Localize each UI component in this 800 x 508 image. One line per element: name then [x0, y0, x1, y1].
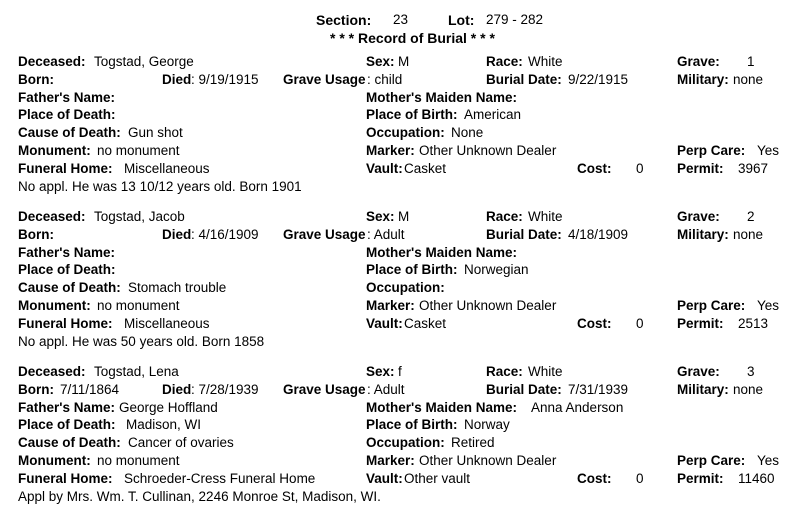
permit-label: Permit:	[677, 160, 724, 176]
race-label: Race:	[486, 364, 523, 379]
race-value: White	[528, 364, 563, 379]
perp-care-value: Yes	[757, 453, 780, 468]
burial-date-value: 9/22/1915	[568, 71, 629, 87]
fathers-name-label: Father's Name:	[18, 399, 115, 415]
marker-value: Other Unknown Dealer	[419, 453, 557, 468]
marker-label: Marker:	[366, 298, 415, 313]
burial-date-label: Burial Date:	[486, 381, 562, 397]
vault-value: Casket	[404, 315, 447, 331]
grave-usage-value: : child	[367, 71, 403, 87]
monument-value: no monument	[97, 453, 180, 468]
monument-value: no monument	[97, 298, 180, 313]
perp-care-value: Yes	[757, 298, 780, 313]
occupation-label: Occupation:	[366, 435, 445, 451]
funeral-home-value: Schroeder-Cress Funeral Home	[124, 470, 316, 486]
born-label: Born:	[18, 71, 54, 87]
burial-date-value: 4/18/1909	[568, 226, 629, 242]
mothers-maiden-name-label: Mother's Maiden Name:	[366, 244, 517, 260]
died-label: Died	[162, 226, 192, 242]
place-of-birth-label: Place of Birth:	[366, 417, 458, 433]
died-value: : 7/28/1939	[191, 381, 259, 397]
sex-label: Sex:	[366, 209, 395, 224]
place-of-death-label: Place of Death:	[18, 107, 116, 123]
place-of-birth-label: Place of Birth:	[366, 107, 458, 123]
record-note: Appl by Mrs. Wm. T. Cullinan, 2246 Monroe St, Madison, WI.	[18, 488, 381, 504]
permit-label: Permit:	[677, 315, 724, 331]
military-label: Military:	[677, 226, 729, 242]
grave-usage-label: Grave Usage	[283, 381, 366, 397]
vault-label: Vault:	[366, 470, 403, 486]
section-label: Section:	[316, 12, 372, 28]
perp-care-label: Perp Care:	[677, 298, 746, 313]
grave-value: 1	[747, 54, 755, 69]
lot-label: Lot:	[448, 12, 475, 28]
race-value: White	[528, 209, 563, 224]
occupation-value: Retired	[451, 435, 495, 451]
died-value: : 4/16/1909	[191, 226, 259, 242]
cost-value: 0	[636, 160, 644, 176]
record-note: No appl. He was 13 10/12 years old. Born 1901	[18, 178, 302, 194]
fathers-name-value: George Hoffland	[119, 399, 218, 415]
sex-value: M	[398, 54, 410, 69]
vault-label: Vault:	[366, 315, 403, 331]
section-value: 23	[393, 12, 409, 27]
died-label: Died	[162, 71, 192, 87]
burial-date-label: Burial Date:	[486, 71, 562, 87]
place-of-birth-value: American	[464, 107, 522, 123]
cost-label: Cost:	[577, 315, 612, 331]
marker-label: Marker:	[366, 453, 415, 468]
monument-label: Monument:	[18, 453, 91, 468]
grave-value: 2	[747, 209, 755, 224]
mothers-maiden-name-label: Mother's Maiden Name:	[366, 399, 517, 415]
marker-value: Other Unknown Dealer	[419, 143, 557, 158]
mothers-maiden-name-value: Anna Anderson	[531, 399, 624, 415]
cause-of-death-label: Cause of Death:	[18, 280, 121, 296]
occupation-label: Occupation:	[366, 125, 445, 141]
monument-label: Monument:	[18, 143, 91, 158]
burial-date-label: Burial Date:	[486, 226, 562, 242]
deceased-value: Togstad, George	[94, 54, 194, 69]
funeral-home-label: Funeral Home:	[18, 160, 113, 176]
vault-label: Vault:	[366, 160, 403, 176]
permit-label: Permit:	[677, 470, 724, 486]
sex-label: Sex:	[366, 364, 395, 379]
permit-value: 2513	[738, 315, 769, 331]
place-of-death-value: Madison, WI	[126, 417, 202, 433]
deceased-label: Deceased:	[18, 364, 86, 379]
race-value: White	[528, 54, 563, 69]
cost-label: Cost:	[577, 160, 612, 176]
cost-value: 0	[636, 315, 644, 331]
vault-value: Other vault	[404, 470, 471, 486]
place-of-birth-label: Place of Birth:	[366, 262, 458, 278]
cause-of-death-value: Stomach trouble	[128, 280, 227, 296]
race-label: Race:	[486, 54, 523, 69]
born-label: Born:	[18, 226, 54, 242]
deceased-value: Togstad, Lena	[94, 364, 179, 379]
deceased-value: Togstad, Jacob	[94, 209, 185, 224]
military-value: none	[733, 381, 764, 397]
monument-value: no monument	[97, 143, 180, 158]
perp-care-value: Yes	[757, 143, 780, 158]
died-label: Died	[162, 381, 192, 397]
perp-care-label: Perp Care:	[677, 453, 746, 468]
mothers-maiden-name-label: Mother's Maiden Name:	[366, 89, 517, 105]
grave-label: Grave:	[677, 364, 720, 379]
sex-value: f	[398, 364, 402, 379]
grave-label: Grave:	[677, 54, 720, 69]
born-label: Born:	[18, 381, 54, 397]
place-of-birth-value: Norwegian	[464, 262, 529, 278]
fathers-name-label: Father's Name:	[18, 89, 115, 105]
grave-usage-label: Grave Usage	[283, 226, 366, 242]
military-value: none	[733, 226, 764, 242]
military-value: none	[733, 71, 764, 87]
fathers-name-label: Father's Name:	[18, 244, 115, 260]
page-title: * * * Record of Burial * * *	[330, 30, 495, 46]
vault-value: Casket	[404, 160, 447, 176]
place-of-death-label: Place of Death:	[18, 262, 116, 278]
cause-of-death-label: Cause of Death:	[18, 435, 121, 451]
monument-label: Monument:	[18, 298, 91, 313]
record-note: No appl. He was 50 years old. Born 1858	[18, 333, 265, 349]
cause-of-death-value: Gun shot	[128, 125, 183, 141]
military-label: Military:	[677, 71, 729, 87]
occupation-value: None	[451, 125, 484, 141]
born-value: 7/11/1864	[60, 381, 120, 397]
grave-value: 3	[747, 364, 755, 379]
grave-usage-label: Grave Usage	[283, 71, 366, 87]
sex-value: M	[398, 209, 410, 224]
sex-label: Sex:	[366, 54, 395, 69]
funeral-home-value: Miscellaneous	[124, 315, 210, 331]
cost-value: 0	[636, 470, 644, 486]
lot-value: 279 - 282	[486, 12, 544, 27]
deceased-label: Deceased:	[18, 54, 86, 69]
grave-usage-value: : Adult	[367, 226, 405, 242]
burial-date-value: 7/31/1939	[568, 381, 629, 397]
occupation-label: Occupation:	[366, 280, 445, 296]
cost-label: Cost:	[577, 470, 612, 486]
permit-value: 11460	[738, 470, 775, 486]
deceased-label: Deceased:	[18, 209, 86, 224]
perp-care-label: Perp Care:	[677, 143, 746, 158]
military-label: Military:	[677, 381, 729, 397]
grave-label: Grave:	[677, 209, 720, 224]
grave-usage-value: : Adult	[367, 381, 405, 397]
funeral-home-label: Funeral Home:	[18, 315, 113, 331]
cause-of-death-value: Cancer of ovaries	[128, 435, 234, 451]
permit-value: 3967	[738, 160, 769, 176]
cause-of-death-label: Cause of Death:	[18, 125, 121, 141]
died-value: : 9/19/1915	[191, 71, 259, 87]
race-label: Race:	[486, 209, 523, 224]
place-of-birth-value: Norway	[464, 417, 510, 433]
place-of-death-label: Place of Death:	[18, 417, 116, 433]
funeral-home-value: Miscellaneous	[124, 160, 210, 176]
marker-value: Other Unknown Dealer	[419, 298, 557, 313]
funeral-home-label: Funeral Home:	[18, 470, 113, 486]
marker-label: Marker:	[366, 143, 415, 158]
